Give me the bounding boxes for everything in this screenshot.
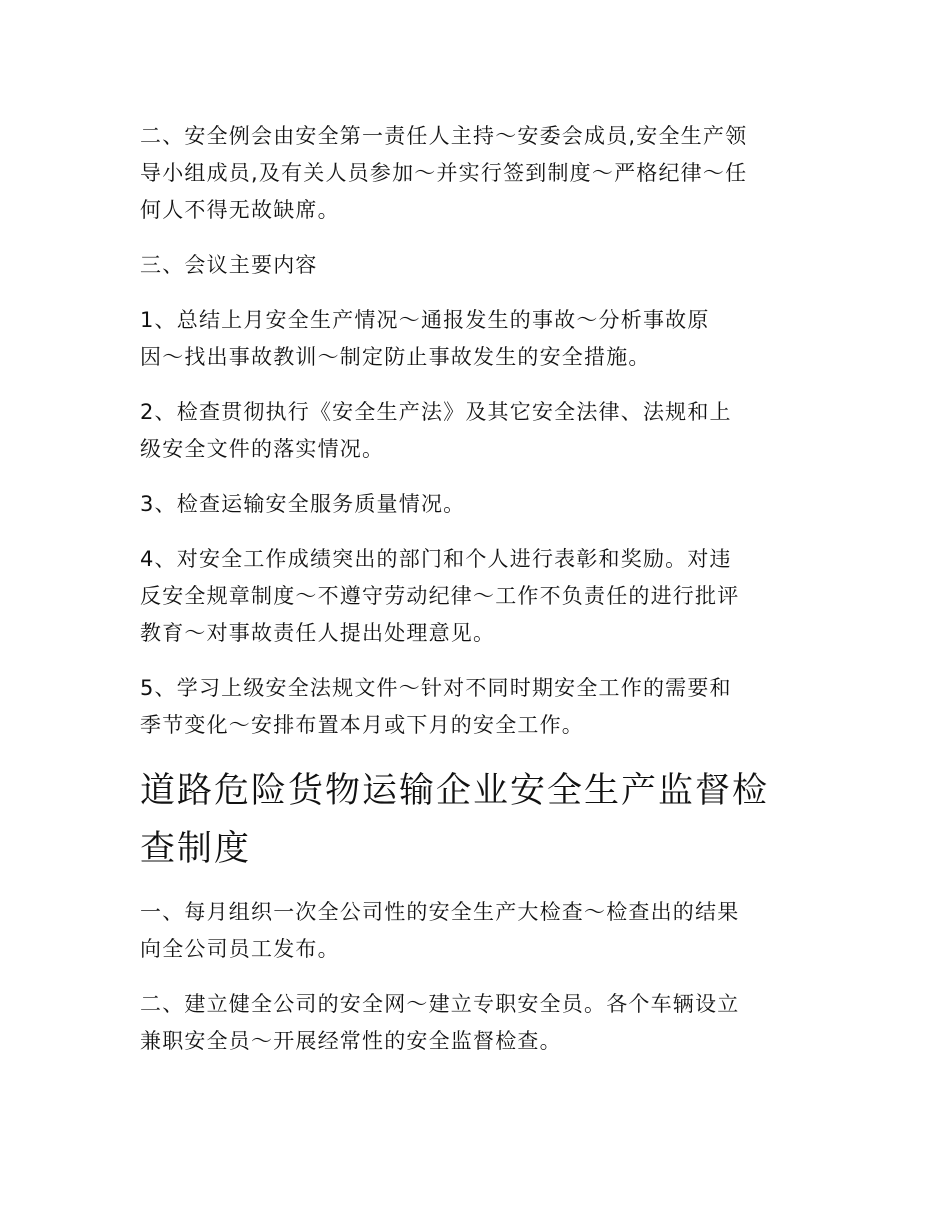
text-line: 1、总结上月安全生产情况～通报发生的事故～分析事故原: [140, 308, 710, 332]
text-line: 二、建立健全公司的安全网～建立专职安全员。各个车辆设立: [140, 992, 740, 1016]
paragraph-item-5: [140, 670, 820, 744]
paragraph-attendance: [140, 118, 820, 229]
document-page: [140, 118, 820, 1078]
text-line: 2、检查贯彻执行《安全生产法》及其它安全法律、法规和上: [140, 400, 732, 424]
text-line: 5、学习上级安全法规文件～针对不同时期安全工作的需要和: [140, 676, 732, 700]
text-line: 三、会议主要内容: [140, 253, 318, 277]
heading-line: 道路危险货物运输企业安全生产监督检: [140, 771, 770, 811]
text-line: 级安全文件的落实情况。: [140, 437, 385, 461]
text-line: 向全公司员工发布。: [140, 937, 340, 961]
paragraph-meeting-content-title: [140, 247, 820, 284]
text-line: 教育～对事故责任人提出处理意见。: [140, 621, 496, 645]
text-line: 二、安全例会由安全第一责任人主持～安委会成员,安全生产领: [140, 124, 748, 148]
heading-line: 查制度: [140, 829, 252, 869]
text-line: 4、对安全工作成绩突出的部门和个人进行表彰和奖励。对违: [140, 547, 732, 571]
paragraph-item-3: [140, 486, 820, 523]
text-line: 反安全规章制度～不遵守劳动纪律～工作不负责任的进行批评: [140, 584, 740, 608]
paragraph-monthly-inspection: [140, 894, 820, 968]
section-heading: [140, 762, 820, 878]
text-line: 导小组成员,及有关人员参加～并实行签到制度～严格纪律～任: [140, 161, 748, 185]
paragraph-item-1: [140, 302, 820, 376]
text-line: 季节变化～安排布置本月或下月的安全工作。: [140, 713, 584, 737]
paragraph-item-4: [140, 541, 820, 652]
text-line: 何人不得无故缺席。: [140, 198, 340, 222]
text-line: 兼职安全员～开展经常性的安全监督检查。: [140, 1029, 562, 1053]
paragraph-item-2: [140, 394, 820, 468]
text-line: 3、检查运输安全服务质量情况。: [140, 492, 466, 516]
paragraph-safety-network: [140, 986, 820, 1060]
text-line: 因～找出事故教训～制定防止事故发生的安全措施。: [140, 345, 651, 369]
text-line: 一、每月组织一次全公司性的安全生产大检查～检查出的结果: [140, 900, 740, 924]
